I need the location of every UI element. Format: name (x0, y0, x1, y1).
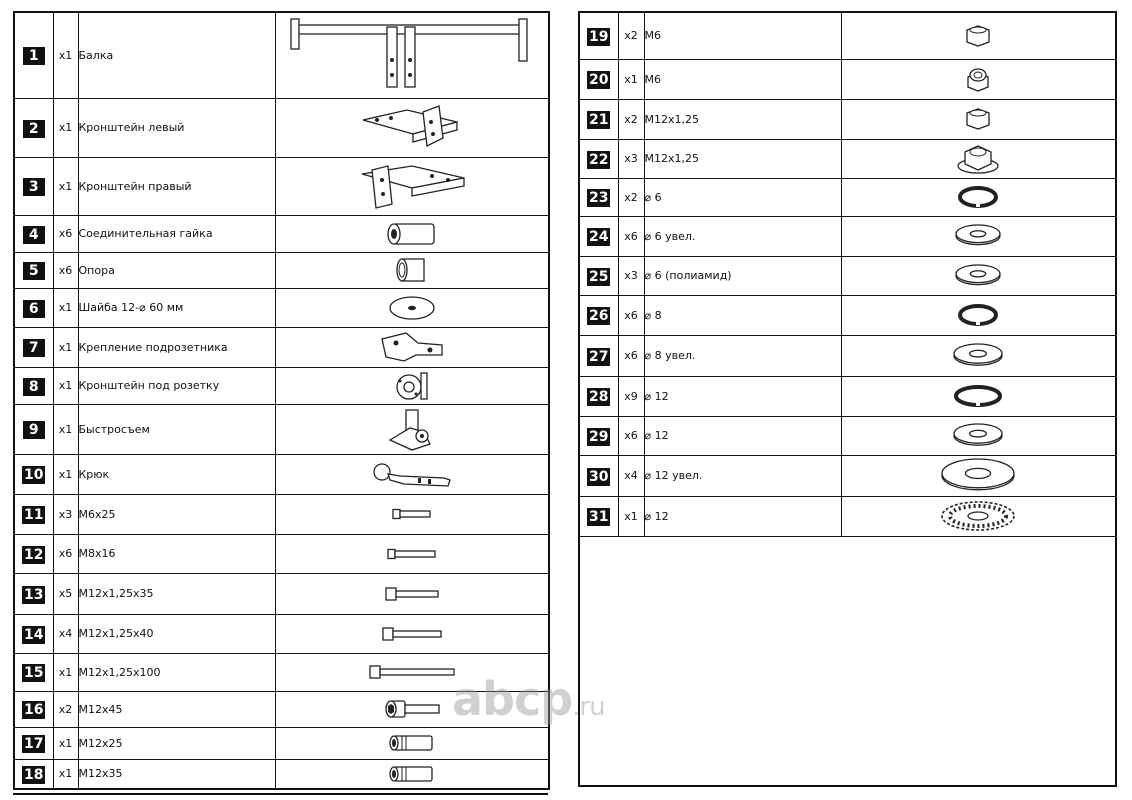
part-name: ⌀ 12 увел. (644, 455, 841, 496)
part-name: M12x25 (78, 727, 275, 759)
part-row (14, 727, 549, 759)
part-illustration-cell (275, 573, 549, 614)
part-illustration-cell (275, 215, 549, 252)
part-number-cell (14, 614, 53, 653)
right-bracket-icon (352, 160, 472, 212)
part-quantity: x3 (618, 256, 644, 295)
part-name: Быстросъем (78, 404, 275, 454)
part-illustration-cell (841, 178, 1116, 216)
stud-icon (386, 732, 438, 754)
part-illustration-cell (841, 216, 1116, 256)
part-quantity: x6 (53, 215, 78, 252)
part-quantity: x1 (53, 759, 78, 789)
part-quantity: x6 (618, 335, 644, 376)
part-number: 26 (589, 308, 609, 324)
part-quantity: x1 (53, 98, 78, 157)
part-quantity: x6 (618, 416, 644, 455)
part-illustration-cell (275, 614, 549, 653)
part-number: 31 (589, 509, 609, 525)
part-illustration-cell (841, 455, 1116, 496)
part-illustration-cell (275, 288, 549, 327)
part-number-cell (579, 335, 618, 376)
part-name: M12x1,25x35 (78, 573, 275, 614)
part-number: 5 (23, 262, 45, 280)
part-quantity: x6 (53, 534, 78, 573)
part-name: Кронштейн под розетку (78, 367, 275, 404)
part-quantity: x2 (618, 178, 644, 216)
part-number: 16 (24, 702, 44, 718)
serrated-washer-icon (939, 499, 1017, 533)
part-number-cell (14, 759, 53, 789)
quick-release-icon (384, 406, 440, 452)
part-number: 15 (24, 665, 44, 681)
part-quantity: x1 (53, 454, 78, 494)
bolt-icon (379, 623, 445, 645)
part-name: ⌀ 12 (644, 376, 841, 416)
empty-cell (579, 536, 1116, 786)
part-number-cell (579, 178, 618, 216)
part-name: M12x45 (78, 691, 275, 727)
part-name: M12x1,25 (644, 99, 841, 139)
part-illustration-cell (275, 157, 549, 215)
part-quantity: x3 (53, 494, 78, 534)
flat-washer-icon (950, 421, 1006, 450)
part-row (579, 216, 1116, 256)
part-name: ⌀ 6 (полиамид) (644, 256, 841, 295)
part-name: Кронштейн правый (78, 157, 275, 215)
part-quantity: x5 (53, 573, 78, 614)
part-name: ⌀ 8 увел. (644, 335, 841, 376)
part-number: 30 (589, 468, 609, 485)
lock-nut-icon (963, 65, 993, 93)
part-number-cell (579, 12, 618, 59)
part-number: 17 (24, 736, 44, 752)
bolt-icon (389, 503, 434, 525)
part-name: ⌀ 6 увел. (644, 216, 841, 256)
spring-washer-icon (956, 183, 1000, 211)
part-quantity: x2 (618, 12, 644, 59)
left-bracket-icon (357, 102, 467, 154)
part-number-cell (579, 256, 618, 295)
part-row (14, 252, 549, 288)
flat-washer-icon (952, 262, 1004, 290)
part-quantity: x2 (53, 691, 78, 727)
part-name: M12x1,25x100 (78, 653, 275, 691)
part-illustration-cell (275, 534, 549, 573)
part-number: 8 (23, 378, 45, 396)
part-number: 25 (589, 268, 609, 285)
part-number-cell (579, 455, 618, 496)
part-row (14, 494, 549, 534)
part-row (14, 215, 549, 252)
part-number-cell (14, 367, 53, 404)
part-name: Балка (78, 12, 275, 98)
part-number-cell (579, 139, 618, 178)
part-row (579, 496, 1116, 536)
part-name: Опора (78, 252, 275, 288)
part-number: 21 (589, 112, 609, 128)
part-row (579, 335, 1116, 376)
part-illustration-cell (841, 12, 1116, 59)
part-quantity: x1 (53, 653, 78, 691)
part-number-cell (579, 99, 618, 139)
connecting-nut-icon (382, 219, 442, 249)
part-name: Кронштейн левый (78, 98, 275, 157)
part-row (579, 416, 1116, 455)
part-number-cell (579, 416, 618, 455)
part-number: 29 (589, 428, 609, 445)
part-illustration-cell (841, 335, 1116, 376)
part-row (14, 454, 549, 494)
part-number: 13 (24, 586, 44, 603)
part-quantity: x2 (618, 99, 644, 139)
part-quantity: x1 (53, 727, 78, 759)
part-number-cell (579, 216, 618, 256)
part-number-cell (579, 496, 618, 536)
part-row (14, 98, 549, 157)
part-row (14, 327, 549, 367)
tow-beam-icon (287, 15, 537, 95)
part-number-cell (14, 534, 53, 573)
part-name: M6 (644, 59, 841, 99)
part-number: 11 (24, 507, 44, 523)
part-number-cell (14, 653, 53, 691)
part-number: 2 (23, 120, 45, 138)
part-illustration-cell (275, 691, 549, 727)
part-name: ⌀ 12 (644, 496, 841, 536)
part-name: M6x25 (78, 494, 275, 534)
part-illustration-cell (275, 653, 549, 691)
part-row (14, 12, 549, 98)
part-quantity: x4 (53, 614, 78, 653)
part-quantity: x1 (53, 157, 78, 215)
part-number: 22 (589, 151, 609, 168)
hex-nut-icon (961, 23, 995, 49)
part-number-cell (14, 454, 53, 494)
part-row (14, 691, 549, 727)
part-number: 23 (589, 190, 609, 206)
part-quantity: x4 (618, 455, 644, 496)
part-number: 24 (589, 229, 609, 245)
part-illustration-cell (841, 376, 1116, 416)
bolt-icon (384, 543, 439, 565)
part-illustration-cell (841, 59, 1116, 99)
part-number: 20 (589, 72, 609, 88)
part-number: 12 (24, 546, 44, 563)
part-number: 7 (23, 339, 45, 357)
part-row (14, 404, 549, 454)
part-number-cell (14, 252, 53, 288)
tow-hook-icon (370, 460, 454, 488)
part-illustration-cell (275, 12, 549, 98)
part-row (579, 376, 1116, 416)
part-number-cell (14, 327, 53, 367)
part-number-cell (14, 691, 53, 727)
socket-bracket-icon (389, 369, 435, 403)
part-name: Крепление подрозетника (78, 327, 275, 367)
part-row (579, 59, 1116, 99)
empty-area (579, 536, 1116, 786)
page-bottom-rule (13, 793, 548, 795)
part-illustration-cell (275, 404, 549, 454)
large-washer-icon (387, 294, 437, 322)
part-quantity: x9 (618, 376, 644, 416)
part-name: M12x35 (78, 759, 275, 789)
part-quantity: x3 (618, 139, 644, 178)
part-quantity: x6 (618, 295, 644, 335)
part-number: 10 (24, 467, 44, 483)
part-illustration-cell (841, 416, 1116, 455)
flange-nut-icon (955, 142, 1001, 176)
part-number: 18 (24, 766, 44, 783)
parts-table-left (13, 11, 550, 790)
part-row (14, 614, 549, 653)
part-quantity: x6 (618, 216, 644, 256)
part-row (14, 759, 549, 789)
part-number-cell (14, 573, 53, 614)
part-quantity: x1 (53, 12, 78, 98)
spacer-sleeve-icon (392, 255, 432, 285)
flat-washer-icon (950, 341, 1006, 370)
part-number: 9 (23, 421, 45, 439)
part-number: 14 (24, 626, 44, 643)
part-name: M8x16 (78, 534, 275, 573)
part-number-cell (579, 376, 618, 416)
part-row (14, 288, 549, 327)
part-quantity: x1 (618, 59, 644, 99)
part-illustration-cell (275, 327, 549, 367)
part-illustration-cell (841, 139, 1116, 178)
spring-washer-icon (952, 382, 1004, 410)
part-row (14, 157, 549, 215)
part-row (14, 367, 549, 404)
part-row (579, 455, 1116, 496)
parts-table-right (578, 11, 1117, 787)
part-illustration-cell (275, 98, 549, 157)
part-name: M12x1,25x40 (78, 614, 275, 653)
part-number-cell (14, 157, 53, 215)
part-number-cell (14, 404, 53, 454)
part-row (579, 139, 1116, 178)
part-name: M12x1,25 (644, 139, 841, 178)
part-number-cell (14, 215, 53, 252)
part-row (579, 256, 1116, 295)
part-illustration-cell (841, 496, 1116, 536)
part-row (14, 534, 549, 573)
part-row (579, 12, 1116, 59)
part-number-cell (14, 98, 53, 157)
part-illustration-cell (275, 759, 549, 789)
stud-icon (386, 763, 438, 785)
hex-nut-icon (961, 106, 995, 132)
part-number: 1 (23, 47, 45, 65)
part-number: 4 (23, 226, 45, 244)
part-illustration-cell (841, 99, 1116, 139)
part-number-cell (14, 12, 53, 98)
spring-washer-icon (956, 301, 1000, 329)
part-illustration-cell (275, 727, 549, 759)
part-number-cell (14, 727, 53, 759)
part-quantity: x6 (53, 252, 78, 288)
part-illustration-cell (275, 252, 549, 288)
part-row (14, 653, 549, 691)
part-row (14, 573, 549, 614)
flat-washer-icon (938, 456, 1018, 495)
part-quantity: x1 (618, 496, 644, 536)
watermark-logo: abcp.ru (452, 672, 605, 726)
part-name: Крюк (78, 454, 275, 494)
part-row (579, 99, 1116, 139)
part-number-cell (579, 295, 618, 335)
part-name: Шайба 12-⌀ 60 мм (78, 288, 275, 327)
bolt-icon (382, 583, 442, 605)
flat-washer-icon (952, 222, 1004, 250)
part-name: M6 (644, 12, 841, 59)
part-number: 6 (23, 300, 45, 318)
part-number: 28 (589, 389, 609, 405)
part-number: 27 (589, 348, 609, 365)
bolt-icon (366, 661, 458, 683)
part-quantity: x1 (53, 288, 78, 327)
part-row (579, 295, 1116, 335)
part-name: ⌀ 8 (644, 295, 841, 335)
socket-mount-icon (376, 329, 448, 365)
socket-cap-bolt-icon (381, 697, 443, 721)
part-name: ⌀ 12 (644, 416, 841, 455)
part-illustration-cell (275, 454, 549, 494)
part-illustration-cell (841, 256, 1116, 295)
part-number-cell (14, 288, 53, 327)
part-row (579, 178, 1116, 216)
part-quantity: x1 (53, 367, 78, 404)
part-illustration-cell (841, 295, 1116, 335)
part-name: Соединительная гайка (78, 215, 275, 252)
part-quantity: x1 (53, 404, 78, 454)
part-number: 19 (589, 28, 609, 45)
part-number: 3 (23, 178, 45, 196)
part-illustration-cell (275, 367, 549, 404)
part-quantity: x1 (53, 327, 78, 367)
part-illustration-cell (275, 494, 549, 534)
part-number-cell (14, 494, 53, 534)
part-name: ⌀ 6 (644, 178, 841, 216)
part-number-cell (579, 59, 618, 99)
